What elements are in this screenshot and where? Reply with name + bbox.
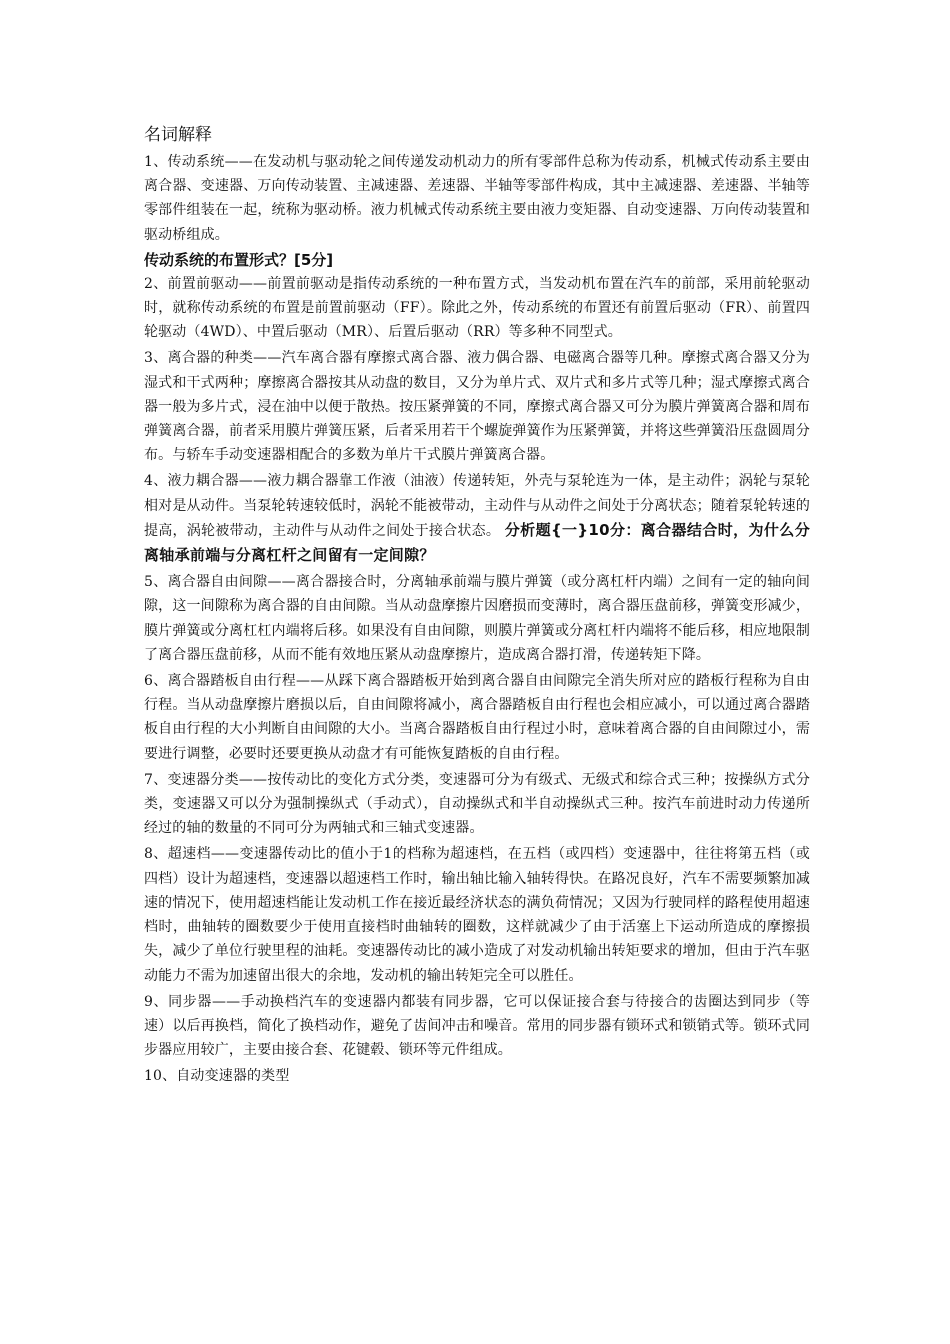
paragraph-fluid-coupling bbox=[144, 469, 810, 568]
paragraph-synchronizer: 9、同步器——手动换档汽车的变速器内都装有同步器，它可以保证接合套与待接合的齿圈达到同步（等速）以后再换档，简化了换档动作，避免了齿间冲击和噪音。常用的同步器有锁环式和锁销式等。锁环式同步器应用较广，主要由接合套、花键毂、锁环等元件组成。 bbox=[144, 993, 810, 1059]
analysis-question: 分析题{一}10分：离合器结合时，为什么分离轴承前端与分离杠杆之间留有一定间隙？ bbox=[144, 520, 810, 565]
paragraph-gearbox-classification: 7、变速器分类——按传动比的变化方式分类，变速器可分为有级式、无级式和综合式三种；按操纵方式分类，变速器又可以分为强制操纵式（手动式），自动操纵式和半自动操纵式三种。按汽车前进时动力传递所经过的轴的数量的不同可分为两轴式和三轴式变速器。 bbox=[144, 771, 810, 837]
paragraph-overdrive: 8、超速档——变速器传动比的值小于1的档称为超速档，在五档（或四档）变速器中，往往将第五档（或四档）设计为超速档，变速器以超速档工作时，输出轴比输入轴转得快。在路况良好，汽车不需要频繁加减速的情况下，使用超速档能让发动机工作在接近最经济状态的满负荷情况；又因为行驶同样的路程使用超速档时，曲轴转的圈数要少于使用直接档时曲轴转的圈数，这样就减少了由于活塞上下运动所造成的摩擦损失，减少了单位行驶里程的油耗。变速器传动比的减小造成了对发动机输出转矩要求的增加，但由于汽车驱动能力不需为加速留出很大的余地，发动机的输出转矩完全可以胜任。 bbox=[144, 846, 810, 984]
section-title: 名词解释 bbox=[144, 125, 212, 145]
paragraph-clutch-types: 3、离合器的种类——汽车离合器有摩擦式离合器、液力偶合器、电磁离合器等几种。摩擦式离合器又分为湿式和干式两种；摩擦离合器按其从动盘的数目，又分为单片式、双片式和多片式等几种；湿式摩擦式离合器一般为多片式，浸在油中以便于散热。按压紧弹簧的不同，摩擦式离合器又可分为膜片弹簧离合器和周布弹簧离合器，前者采用膜片弹簧压紧，后者采用若干个螺旋弹簧作为压紧弹簧，并将这些弹簧沿压盘圆周分布。与轿车手动变速器相配合的多数为单片干式膜片弹簧离合器。 bbox=[144, 350, 810, 464]
paragraph-ff-layout: 2、前置前驱动——前置前驱动是指传动系统的一种布置方式，当发动机布置在汽车的前部，采用前轮驱动时，就称传动系统的布置是前置前驱动（FF）。除此之外，传动系统的布置还有前置后驱动（FR）、前置四轮驱动（4WD）、中置后驱动（MR）、后置后驱动（RR）等多种不同型式。 bbox=[144, 275, 810, 341]
paragraph-automatic-transmission-types: 10、自动变速器的类型 bbox=[144, 1068, 290, 1085]
paragraph-pedal-free-travel: 6、离合器踏板自由行程——从踩下离合器踏板开始到离合器自由间隙完全消失所对应的踏板行程称为自由行程。当从动盘摩擦片磨损以后，自由间隙将减小，离合器踏板自由行程也会相应减小，可以通过离合器踏板自由行程的大小判断自由间隙的大小。当离合器踏板自由行程过小时，意味着离合器的自由间隙过小，需要进行调整，必要时还要更换从动盘才有可能恢复踏板的自由行程。 bbox=[144, 673, 810, 762]
paragraph-clutch-free-clearance: 5、离合器自由间隙——离合器接合时，分离轴承前端与膜片弹簧（或分离杠杆内端）之间有一定的轴向间隙，这一间隙称为离合器的自由间隙。当从动盘摩擦片因磨损而变薄时，离合器压盘前移，弹簧变形减少，膜片弹簧或分离杠杠内端将后移。如果没有自由间隙，则膜片弹簧或分离杠杆内端将不能后移，相应地限制了离合器压盘前移，从而不能有效地压紧从动盘摩擦片，造成离合器打滑，传递转矩下降。 bbox=[144, 574, 810, 663]
fluid-coupling-text: 4、液力耦合器——液力耦合器靠工作液（油液）传递转矩，外壳与泵轮连为一体，是主动件；涡轮与泵轮相对是从动件。当泵轮转速较低时，涡轮不能被带动，主动件与从动件之间处于分离状态；随着泵轮转速的提高，涡轮被带动，主动件与从动件之间处于接合状态。 bbox=[144, 473, 810, 539]
paragraph-transmission-system: 1、传动系统——在发动机与驱动轮之间传递发动机动力的所有零部件总称为传动系，机械式传动系主要由离合器、变速器、万向传动装置、主减速器、差速器、半轴等零部件构成，其中主减速器、差速器、半轴等零部件组装在一起，统称为驱动桥。液力机械式传动系统主要由液力变矩器、自动变速器、万向传动装置和驱动桥组成。 bbox=[144, 154, 810, 243]
document-page bbox=[144, 124, 810, 1091]
subheading-layout-forms: 传动系统的布置形式？[5分] bbox=[144, 250, 334, 269]
